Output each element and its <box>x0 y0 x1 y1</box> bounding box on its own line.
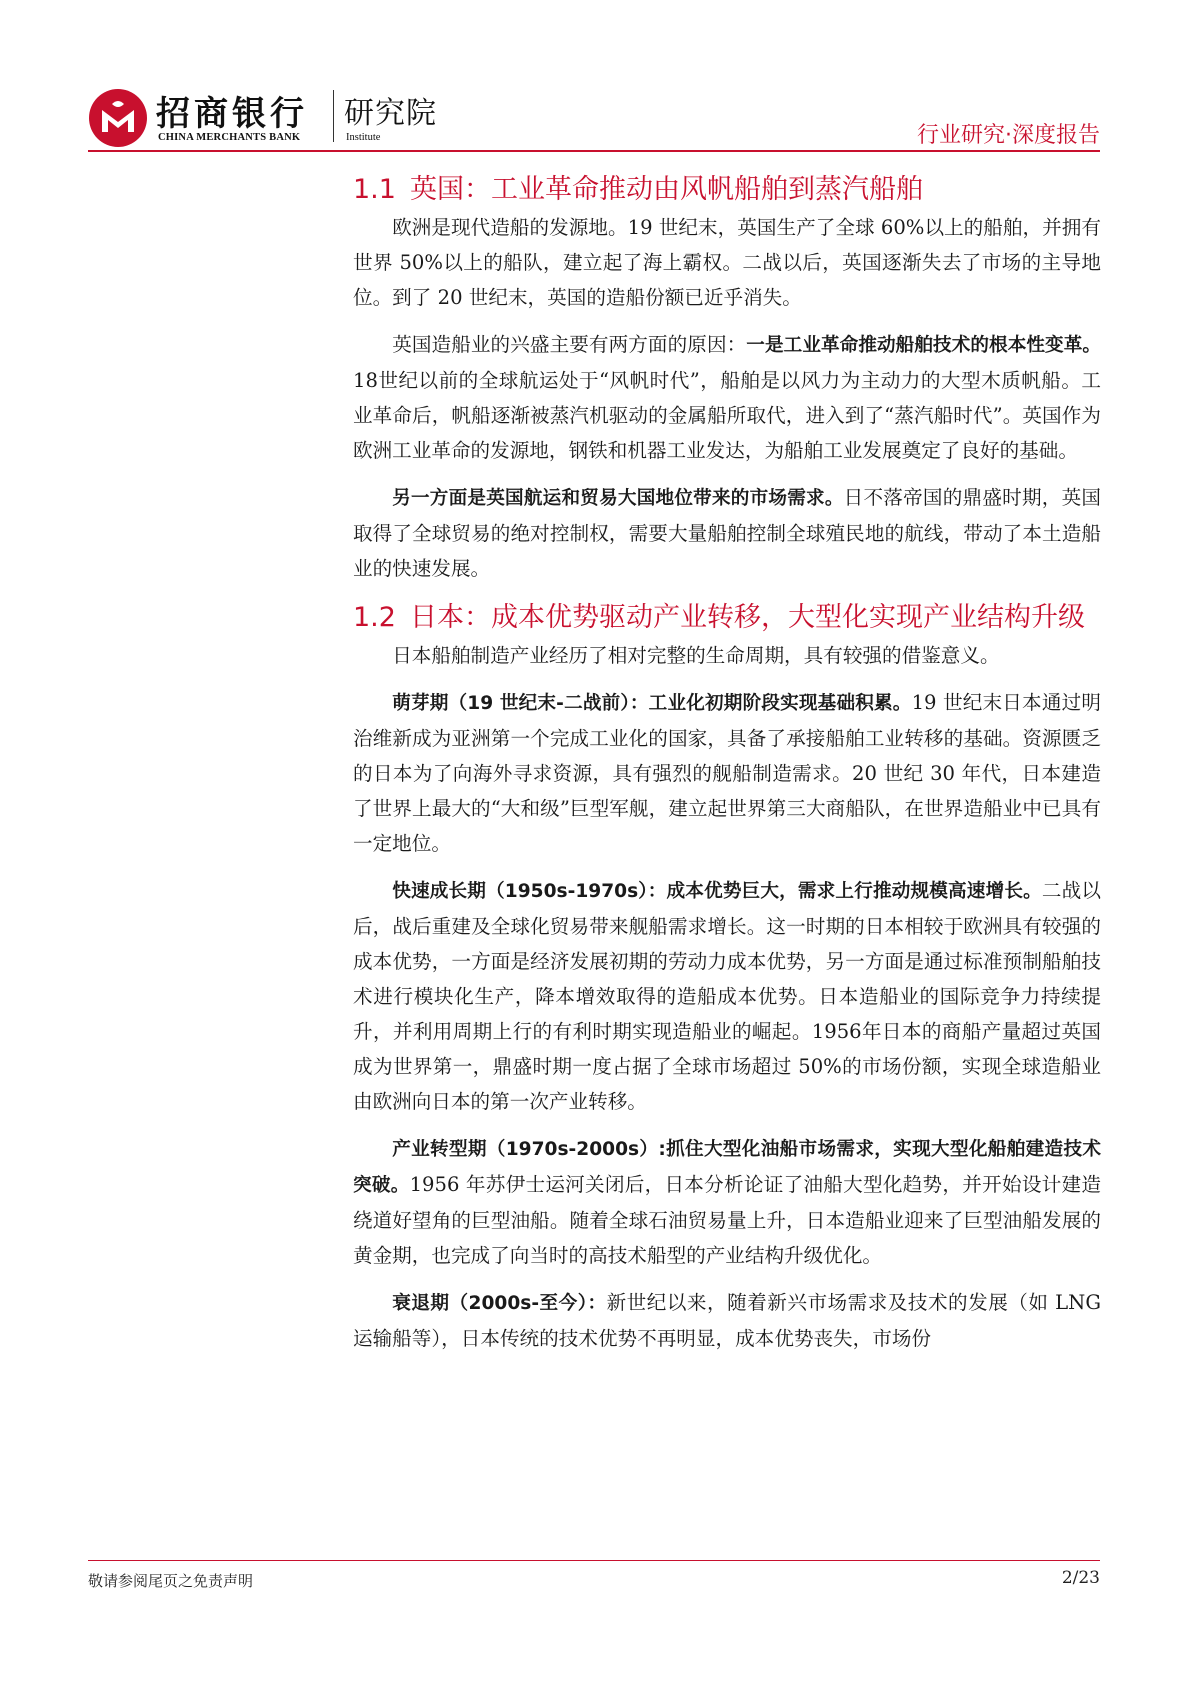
main-content <box>353 170 1101 1368</box>
paragraph-text: 18世纪以前的全球航运处于“风帆时代”，船舶是以风力为主动力的大型木质帆船。工业革命后，帆船逐渐被蒸汽机驱动的金属船所取代，进入到了“蒸汽船时代”。英国作为欧洲工业革命的发源地，钢铁和机器工业发达，为船舶工业发展奠定了良好的基础。 <box>353 369 1101 462</box>
page-header <box>88 82 1100 152</box>
paragraph <box>353 480 1101 586</box>
section-heading-1-1 <box>353 170 1101 210</box>
cmb-logo-icon <box>88 88 148 148</box>
brand-name-en: CHINA MERCHANTS BANK <box>158 132 301 143</box>
paragraph-bold-lead: 一是工业革命推动船舶技术的根本性变革。 <box>746 335 1101 356</box>
institute-name-cn: 研究院 <box>344 96 437 131</box>
paragraph-bold-lead: 另一方面是英国航运和贸易大国地位带来的市场需求。 <box>392 488 844 509</box>
paragraph-text: 英国造船业的兴盛主要有两方面的原因： <box>392 333 747 356</box>
report-type-label: 行业研究·深度报告 <box>917 123 1100 148</box>
institute-name-en: Institute <box>346 132 381 143</box>
paragraph-text: 新世纪以来，随着新兴市场需求及技术的发展（如 LNG 运输船等），日本传统的技术优势不再明显，成本优势丧失，市场份 <box>353 1291 1101 1350</box>
paragraph <box>353 327 1101 468</box>
section-heading-1-2 <box>353 598 1101 638</box>
paragraph <box>353 1131 1101 1273</box>
paragraph-text: 二战以后，战后重建及全球化贸易带来舰船需求增长。这一时期的日本相较于欧洲具有较强的成本优势，一方面是经济发展初期的劳动力成本优势，另一方面是通过标准预制船舶技术进行模块化生产，降本增效取得的造船成本优势。日本造船业的国际竞争力持续提升，并利用周期上行的有利时期实现造船业的崛起。1956年日本的商船产量超过英国成为世界第一，鼎盛时期一度占据了全球市场超过 50%的市场份额，实现全球造船业由欧洲向日本的第一次产业转移。 <box>353 879 1102 1113</box>
logo-divider <box>333 90 334 142</box>
footer-disclaimer: 敬请参阅尾页之免责声明 <box>88 1572 254 1590</box>
paragraph-bold-lead: 快速成长期（1950s-1970s）：成本优势巨大，需求上行推动规模高速增长。 <box>392 881 1042 902</box>
paragraph <box>353 685 1101 861</box>
paragraph-bold-lead: 衰退期（2000s-至今）： <box>392 1293 607 1314</box>
section-number: 1.2 <box>353 602 396 633</box>
section-title: 英国：工业革命推动由风帆船舶到蒸汽船舶 <box>409 174 923 205</box>
paragraph-text: 19 世纪末日本通过明治维新成为亚洲第一个完成工业化的国家，具备了承接船舶工业转移的基础。资源匮乏的日本为了向海外寻求资源，具有强烈的舰船制造需求。20 世纪 30 年代，日本建造了世界上最大的“大和级”巨型军舰，建立起世界第三大商船队，在世界造船业中已具有一定地位。 <box>353 691 1101 855</box>
paragraph-text: 日不落帝国的鼎盛时期，英国取得了全球贸易的绝对控制权，需要大量船舶控制全球殖民地的航线，带动了本土造船业的快速发展。 <box>353 486 1101 580</box>
paragraph <box>353 210 1101 315</box>
paragraph <box>353 638 1101 673</box>
paragraph-text: 1956 年苏伊士运河关闭后，日本分析论证了油船大型化趋势，并开始设计建造绕道好望角的巨型油船。随着全球石油贸易量上升，日本造船业迎来了巨型油船发展的黄金期，也完成了向当时的高技术船型的产业结构升级优化。 <box>353 1173 1101 1267</box>
paragraph <box>353 873 1101 1119</box>
paragraph-bold-lead: 产业转型期（1970s-2000s）:抓住大型化油船市场需求，实现大型化船舶建造技术突破。 <box>353 1139 1101 1196</box>
paragraph-text: 日本船舶制造产业经历了相对完整的生命周期，具有较强的借鉴意义。 <box>392 644 1000 667</box>
header-divider <box>88 150 1100 152</box>
paragraph-bold-lead: 萌芽期（19 世纪末-二战前）：工业化初期阶段实现基础积累。 <box>392 693 912 714</box>
footer-divider <box>88 1560 1100 1561</box>
brand-name-cn: 招商银行 <box>156 94 308 134</box>
paragraph-text: 欧洲是现代造船的发源地。19 世纪末，英国生产了全球 60%以上的船舶，并拥有世界 50%以上的船队，建立起了海上霸权。二战以后，英国逐渐失去了市场的主导地位。到了 20 世纪末，英国的造船份额已近乎消失。 <box>353 216 1101 309</box>
paragraph <box>353 1285 1101 1356</box>
section-title: 日本：成本优势驱动产业转移，大型化实现产业结构升级 <box>409 602 1085 633</box>
page-number: 2/23 <box>1061 1568 1100 1588</box>
section-number: 1.1 <box>353 174 396 205</box>
